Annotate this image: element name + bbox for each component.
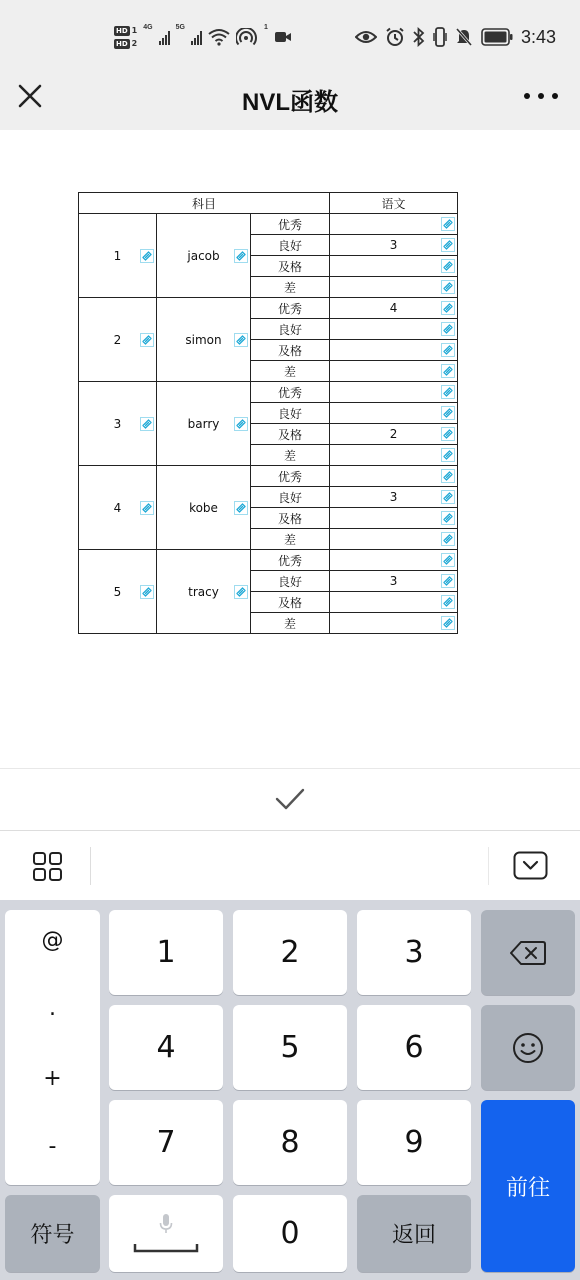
toolbar-divider [488, 847, 489, 885]
grade-label: 良好 [278, 406, 303, 421]
grade-label: 良好 [278, 490, 303, 505]
grade-table-body [79, 214, 458, 634]
symbol-key-minus[interactable]: - [48, 1134, 57, 1159]
grade-label-cell [251, 445, 330, 466]
key-6[interactable]: 6 [357, 1005, 471, 1090]
table-row [79, 382, 458, 403]
eye-icon [355, 29, 377, 45]
sim2-label: HD [116, 39, 128, 48]
symbol-key-at[interactable]: @ [41, 928, 64, 953]
confirm-bar [0, 768, 580, 830]
score-cell[interactable] [330, 235, 458, 256]
key-2[interactable]: 2 [233, 910, 347, 995]
student-id-cell[interactable] [79, 298, 157, 382]
score-cell[interactable] [330, 571, 458, 592]
header-chinese-label: 语文 [381, 196, 406, 211]
vibrate-icon [433, 27, 447, 47]
grade-label-cell [251, 592, 330, 613]
grade-label-cell [251, 508, 330, 529]
link-icon[interactable] [441, 217, 455, 231]
sim2-number: 2 [131, 38, 138, 48]
student-id-cell[interactable] [79, 466, 157, 550]
link-icon[interactable] [441, 532, 455, 546]
grade-label-cell [251, 613, 330, 634]
back-key-label: 返回 [391, 1223, 436, 1248]
grade-label: 优秀 [278, 217, 303, 232]
link-icon[interactable] [441, 595, 455, 609]
signal-icon-2 [191, 29, 202, 45]
link-icon[interactable] [441, 448, 455, 462]
network-type-2: 5G [175, 24, 185, 31]
grade-label: 优秀 [278, 469, 303, 484]
more-dot [524, 93, 530, 99]
key-0[interactable]: 0 [233, 1195, 347, 1272]
key-8[interactable]: 8 [233, 1100, 347, 1185]
grade-label: 良好 [278, 574, 303, 589]
keyboard-menu-button[interactable] [32, 851, 64, 883]
grade-label-cell [251, 382, 330, 403]
more-dot [538, 93, 544, 99]
grade-label-cell [251, 319, 330, 340]
keyboard-collapse-icon [513, 851, 548, 881]
student-id-cell[interactable] [79, 382, 157, 466]
grade-label-cell [251, 256, 330, 277]
table-row [79, 550, 458, 571]
sim1-indicator [114, 26, 137, 36]
link-icon[interactable] [234, 585, 248, 599]
grade-table [78, 192, 458, 634]
link-icon[interactable] [140, 417, 154, 431]
link-icon[interactable] [441, 385, 455, 399]
check-icon [274, 785, 306, 813]
grade-label: 优秀 [278, 385, 303, 400]
symbol-key-plus[interactable]: + [43, 1066, 62, 1091]
grade-label-cell [251, 571, 330, 592]
link-icon[interactable] [234, 417, 248, 431]
score-cell[interactable] [330, 214, 458, 235]
score-value: 3 [389, 490, 398, 504]
alarm-icon [385, 27, 405, 47]
score-cell[interactable] [330, 466, 458, 487]
link-icon[interactable] [441, 259, 455, 273]
go-key[interactable] [481, 1100, 575, 1272]
score-cell[interactable] [330, 613, 458, 634]
backspace-key[interactable] [481, 910, 575, 995]
mute-icon [455, 27, 473, 47]
grade-label: 差 [284, 448, 297, 463]
video-icon [274, 30, 292, 44]
grade-label: 差 [284, 616, 297, 631]
top-band [0, 0, 580, 130]
score-value: 3 [389, 238, 398, 252]
score-cell[interactable] [330, 508, 458, 529]
clock-time: 3:43 [520, 26, 556, 47]
grade-label-cell [251, 550, 330, 571]
student-name-cell[interactable] [157, 382, 251, 466]
key-9[interactable]: 9 [357, 1100, 471, 1185]
back-key[interactable] [357, 1195, 471, 1272]
grade-label: 及格 [278, 343, 303, 358]
score-cell[interactable] [330, 592, 458, 613]
grade-label-cell [251, 340, 330, 361]
link-icon[interactable] [140, 501, 154, 515]
score-cell[interactable] [330, 529, 458, 550]
grade-label: 差 [284, 532, 297, 547]
grade-label: 良好 [278, 322, 303, 337]
score-cell[interactable] [330, 487, 458, 508]
link-icon[interactable] [441, 364, 455, 378]
grade-label-cell [251, 403, 330, 424]
link-icon[interactable] [140, 585, 154, 599]
microphone-icon [159, 1213, 173, 1235]
grade-label: 及格 [278, 259, 303, 274]
sim1-label: HD [116, 26, 128, 35]
score-cell[interactable] [330, 277, 458, 298]
link-icon[interactable] [234, 501, 248, 515]
student-name-cell[interactable] [157, 298, 251, 382]
report-content [0, 130, 580, 768]
score-value: 3 [389, 574, 398, 588]
page-title: NVL函数 [242, 89, 338, 116]
link-icon[interactable] [441, 322, 455, 336]
key-5[interactable]: 5 [233, 1005, 347, 1090]
confirm-button[interactable] [274, 785, 306, 813]
space-bar-icon [133, 1243, 199, 1253]
header-chinese [330, 193, 458, 214]
link-icon[interactable] [441, 280, 455, 294]
student-id-cell[interactable] [79, 550, 157, 634]
signal-icon [159, 29, 170, 45]
student-name: tracy [188, 584, 219, 599]
link-icon[interactable] [441, 301, 455, 315]
score-cell[interactable] [330, 445, 458, 466]
grade-label-cell [251, 361, 330, 382]
link-icon[interactable] [441, 343, 455, 357]
more-button[interactable] [524, 86, 558, 106]
emoji-icon [512, 1032, 544, 1064]
status-bar-right [355, 24, 556, 50]
network-type-1: 4G [143, 24, 153, 31]
score-cell[interactable] [330, 424, 458, 445]
status-bar-left [114, 20, 292, 54]
grade-label: 良好 [278, 238, 303, 253]
student-id: 5 [113, 584, 122, 599]
grade-label: 差 [284, 364, 297, 379]
grade-label-cell [251, 235, 330, 256]
grade-label-cell [251, 466, 330, 487]
status-bar [0, 0, 580, 74]
emoji-key[interactable] [481, 1005, 575, 1090]
link-icon[interactable] [441, 427, 455, 441]
page-header [0, 74, 580, 130]
key-1[interactable]: 1 [109, 910, 223, 995]
sim-indicators [114, 26, 137, 49]
table-row [79, 298, 458, 319]
student-name-cell[interactable] [157, 214, 251, 298]
link-icon[interactable] [234, 333, 248, 347]
link-icon[interactable] [441, 490, 455, 504]
student-name: jacob [187, 248, 220, 263]
hotspot-count: 1 [263, 24, 268, 31]
score-value: 4 [389, 301, 398, 315]
more-dot [552, 93, 558, 99]
link-icon[interactable] [441, 553, 455, 567]
grade-label: 优秀 [278, 301, 303, 316]
backspace-icon [510, 940, 546, 966]
student-name: barry [187, 416, 220, 431]
bluetooth-icon [413, 27, 425, 47]
space-key[interactable] [109, 1195, 223, 1272]
link-icon[interactable] [441, 406, 455, 420]
score-cell[interactable] [330, 403, 458, 424]
score-cell[interactable] [330, 340, 458, 361]
student-id: 4 [113, 500, 122, 515]
score-value: 2 [389, 427, 398, 441]
grade-label: 及格 [278, 511, 303, 526]
toolbar-divider [90, 847, 91, 885]
numeric-keyboard [0, 900, 580, 1280]
symbols-key[interactable] [5, 1195, 100, 1272]
grade-label-cell [251, 277, 330, 298]
symbol-key-dot[interactable]: . [49, 996, 56, 1021]
link-icon[interactable] [441, 616, 455, 630]
link-icon[interactable] [140, 333, 154, 347]
symbol-column [5, 910, 100, 1185]
sim1-number: 1 [131, 25, 138, 35]
score-cell[interactable] [330, 298, 458, 319]
score-cell[interactable] [330, 382, 458, 403]
header-subject [79, 193, 330, 214]
link-icon[interactable] [441, 511, 455, 525]
grade-label: 差 [284, 280, 297, 295]
table-row [79, 214, 458, 235]
hotspot-icon [236, 28, 258, 46]
link-icon[interactable] [441, 469, 455, 483]
grade-label: 及格 [278, 427, 303, 442]
link-icon[interactable] [140, 249, 154, 263]
go-key-label: 前往 [505, 1175, 550, 1201]
score-cell[interactable] [330, 361, 458, 382]
link-icon[interactable] [441, 574, 455, 588]
collapse-keyboard-button[interactable] [513, 851, 548, 881]
symbols-key-label: 符号 [30, 1223, 75, 1248]
student-name: kobe [189, 500, 218, 515]
battery-icon [481, 28, 513, 46]
grade-label-cell [251, 214, 330, 235]
key-7[interactable]: 7 [109, 1100, 223, 1185]
student-name: simon [185, 332, 222, 347]
score-cell[interactable] [330, 550, 458, 571]
wifi-icon [208, 28, 230, 46]
grade-label-cell [251, 424, 330, 445]
student-id: 1 [113, 248, 122, 263]
key-4[interactable]: 4 [109, 1005, 223, 1090]
link-icon[interactable] [234, 249, 248, 263]
grade-label-cell [251, 487, 330, 508]
score-cell[interactable] [330, 256, 458, 277]
grade-label-cell [251, 529, 330, 550]
sim2-indicator [114, 39, 137, 49]
student-name-cell[interactable] [157, 550, 251, 634]
keyboard-toolbar [0, 830, 580, 900]
student-name-cell[interactable] [157, 466, 251, 550]
grade-label: 优秀 [278, 553, 303, 568]
grade-label-cell [251, 298, 330, 319]
score-cell[interactable] [330, 319, 458, 340]
student-id: 2 [113, 332, 122, 347]
grid-icon [32, 851, 64, 883]
table-row [79, 466, 458, 487]
grade-label: 及格 [278, 595, 303, 610]
student-id: 3 [113, 416, 122, 431]
student-id-cell[interactable] [79, 214, 157, 298]
key-3[interactable]: 3 [357, 910, 471, 995]
header-subject-label: 科目 [192, 196, 217, 211]
link-icon[interactable] [441, 238, 455, 252]
table-header-row [79, 193, 458, 214]
